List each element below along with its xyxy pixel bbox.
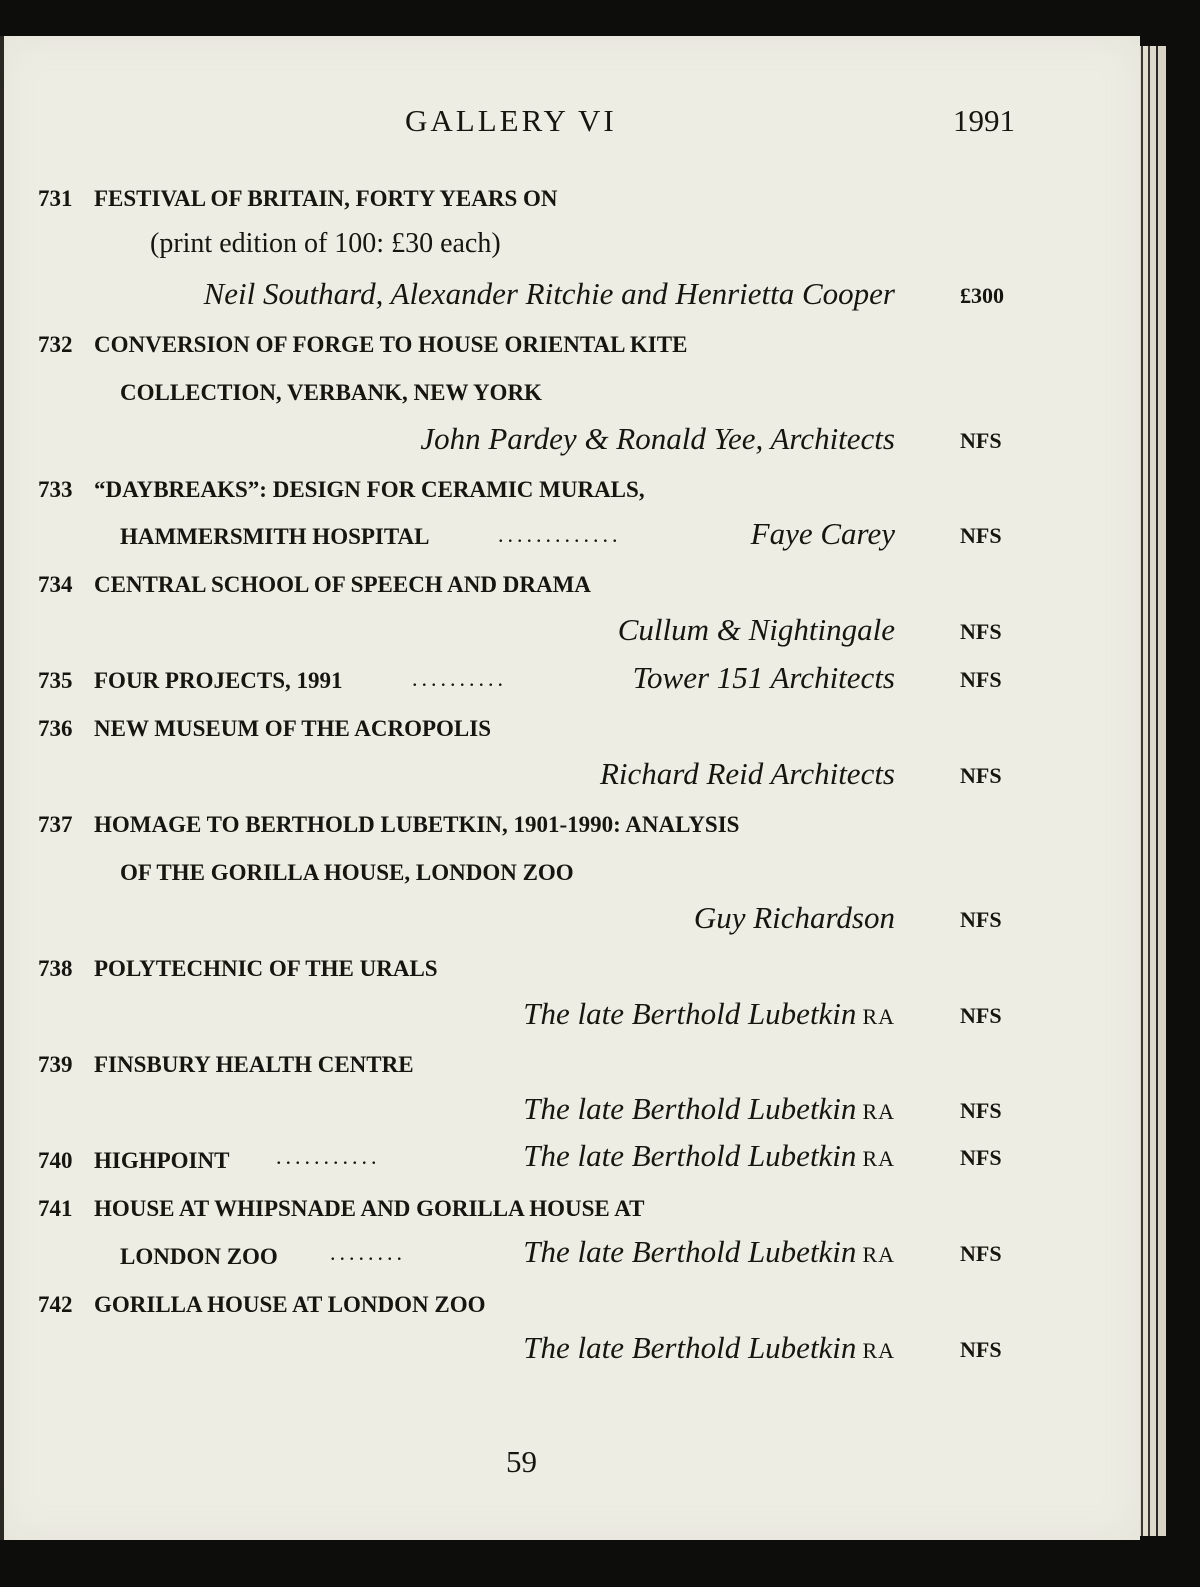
entry-number: 731 xyxy=(38,186,73,211)
entry-artist-line xyxy=(523,996,895,1032)
entry-price: NFS xyxy=(960,619,1002,644)
catalogue-year: 1991 xyxy=(953,103,1015,138)
entry-price: NFS xyxy=(960,428,1002,453)
entry-title-line2: OF THE GORILLA HOUSE, LONDON ZOO xyxy=(120,860,574,885)
running-head xyxy=(0,103,1140,143)
page-edge-stack xyxy=(1136,46,1166,1536)
entry-title: HIGHPOINT xyxy=(94,1148,230,1173)
entry-artist: The late Berthold Lubetkin xyxy=(523,1330,857,1365)
entry-title-line2: HAMMERSMITH HOSPITAL xyxy=(120,524,430,549)
page-number: 59 xyxy=(506,1444,537,1479)
entry-title: FINSBURY HEALTH CENTRE xyxy=(94,1052,414,1077)
entry-artist: The late Berthold Lubetkin xyxy=(523,1138,857,1173)
leader-dots: ........... xyxy=(276,1144,381,1169)
entry-number: 732 xyxy=(38,332,73,357)
entry-price: NFS xyxy=(960,1337,1002,1362)
entry-title: POLYTECHNIC OF THE URALS xyxy=(94,956,438,981)
entry-artist: Richard Reid Architects xyxy=(600,756,895,791)
entry-title: GORILLA HOUSE AT LONDON ZOO xyxy=(94,1292,486,1317)
leader-dots: ........ xyxy=(330,1240,406,1265)
entry-title: CONVERSION OF FORGE TO HOUSE ORIENTAL KITE xyxy=(94,332,688,357)
entry-artist: Neil Southard, Alexander Ritchie and Henrietta Cooper xyxy=(203,276,895,311)
entry-artist: The late Berthold Lubetkin xyxy=(523,1091,857,1126)
entry-title: NEW MUSEUM OF THE ACROPOLIS xyxy=(94,716,492,741)
entry-artist-line xyxy=(523,1138,895,1174)
entry-ra-suffix: RA xyxy=(862,1004,895,1029)
entry-title: “DAYBREAKS”: DESIGN FOR CERAMIC MURALS, xyxy=(94,477,645,502)
entry-artist: The late Berthold Lubetkin xyxy=(523,1234,857,1269)
entry-ra-suffix: RA xyxy=(862,1338,895,1363)
entry-price: NFS xyxy=(960,1145,1002,1170)
entry-artist: John Pardey & Ronald Yee, Architects xyxy=(420,421,895,456)
gallery-title: GALLERY VI xyxy=(405,103,617,138)
entry-artist: Cullum & Nightingale xyxy=(617,612,895,647)
entry-price: NFS xyxy=(960,667,1002,692)
entry-price: £300 xyxy=(960,283,1004,308)
entry-price: NFS xyxy=(960,1098,1002,1123)
entry-price: NFS xyxy=(960,1003,1002,1028)
page-gutter xyxy=(0,36,4,1540)
entry-number: 736 xyxy=(38,716,73,741)
entry-ra-suffix: RA xyxy=(862,1242,895,1267)
entry-artist: Tower 151 Architects xyxy=(632,660,895,695)
entry-title: FESTIVAL OF BRITAIN, FORTY YEARS ON xyxy=(94,186,558,211)
entry-title: CENTRAL SCHOOL OF SPEECH AND DRAMA xyxy=(94,572,591,597)
entry-number: 740 xyxy=(38,1148,73,1173)
entry-number: 734 xyxy=(38,572,73,597)
entry-artist-line xyxy=(523,1330,895,1366)
entry-price: NFS xyxy=(960,907,1002,932)
entry-artist: Faye Carey xyxy=(750,516,895,551)
entry-artist: Guy Richardson xyxy=(693,900,895,935)
entry-ra-suffix: RA xyxy=(862,1146,895,1171)
entry-price: NFS xyxy=(960,763,1002,788)
entry-number: 735 xyxy=(38,668,73,693)
entry-ra-suffix: RA xyxy=(862,1099,895,1124)
entry-number: 742 xyxy=(38,1292,73,1317)
entry-note: (print edition of 100: £30 each) xyxy=(150,228,501,259)
entry-price: NFS xyxy=(960,523,1002,548)
entry-title: FOUR PROJECTS, 1991 xyxy=(94,668,343,693)
entry-number: 737 xyxy=(38,812,73,837)
entry-artist-line xyxy=(523,1234,895,1270)
entry-artist-line xyxy=(523,1091,895,1127)
entry-title: HOMAGE TO BERTHOLD LUBETKIN, 1901-1990: ANALYSIS xyxy=(94,812,740,837)
entry-number: 739 xyxy=(38,1052,73,1077)
entry-number: 738 xyxy=(38,956,73,981)
entry-price: NFS xyxy=(960,1241,1002,1266)
entry-artist: The late Berthold Lubetkin xyxy=(523,996,857,1031)
entry-title: HOUSE AT WHIPSNADE AND GORILLA HOUSE AT xyxy=(94,1196,645,1221)
entry-number: 733 xyxy=(38,477,73,502)
entry-number: 741 xyxy=(38,1196,73,1221)
leader-dots: ............. xyxy=(498,522,622,547)
entry-title-line2: COLLECTION, VERBANK, NEW YORK xyxy=(120,380,542,405)
leader-dots: .......... xyxy=(412,666,507,691)
entry-title-line2: LONDON ZOO xyxy=(120,1244,278,1269)
